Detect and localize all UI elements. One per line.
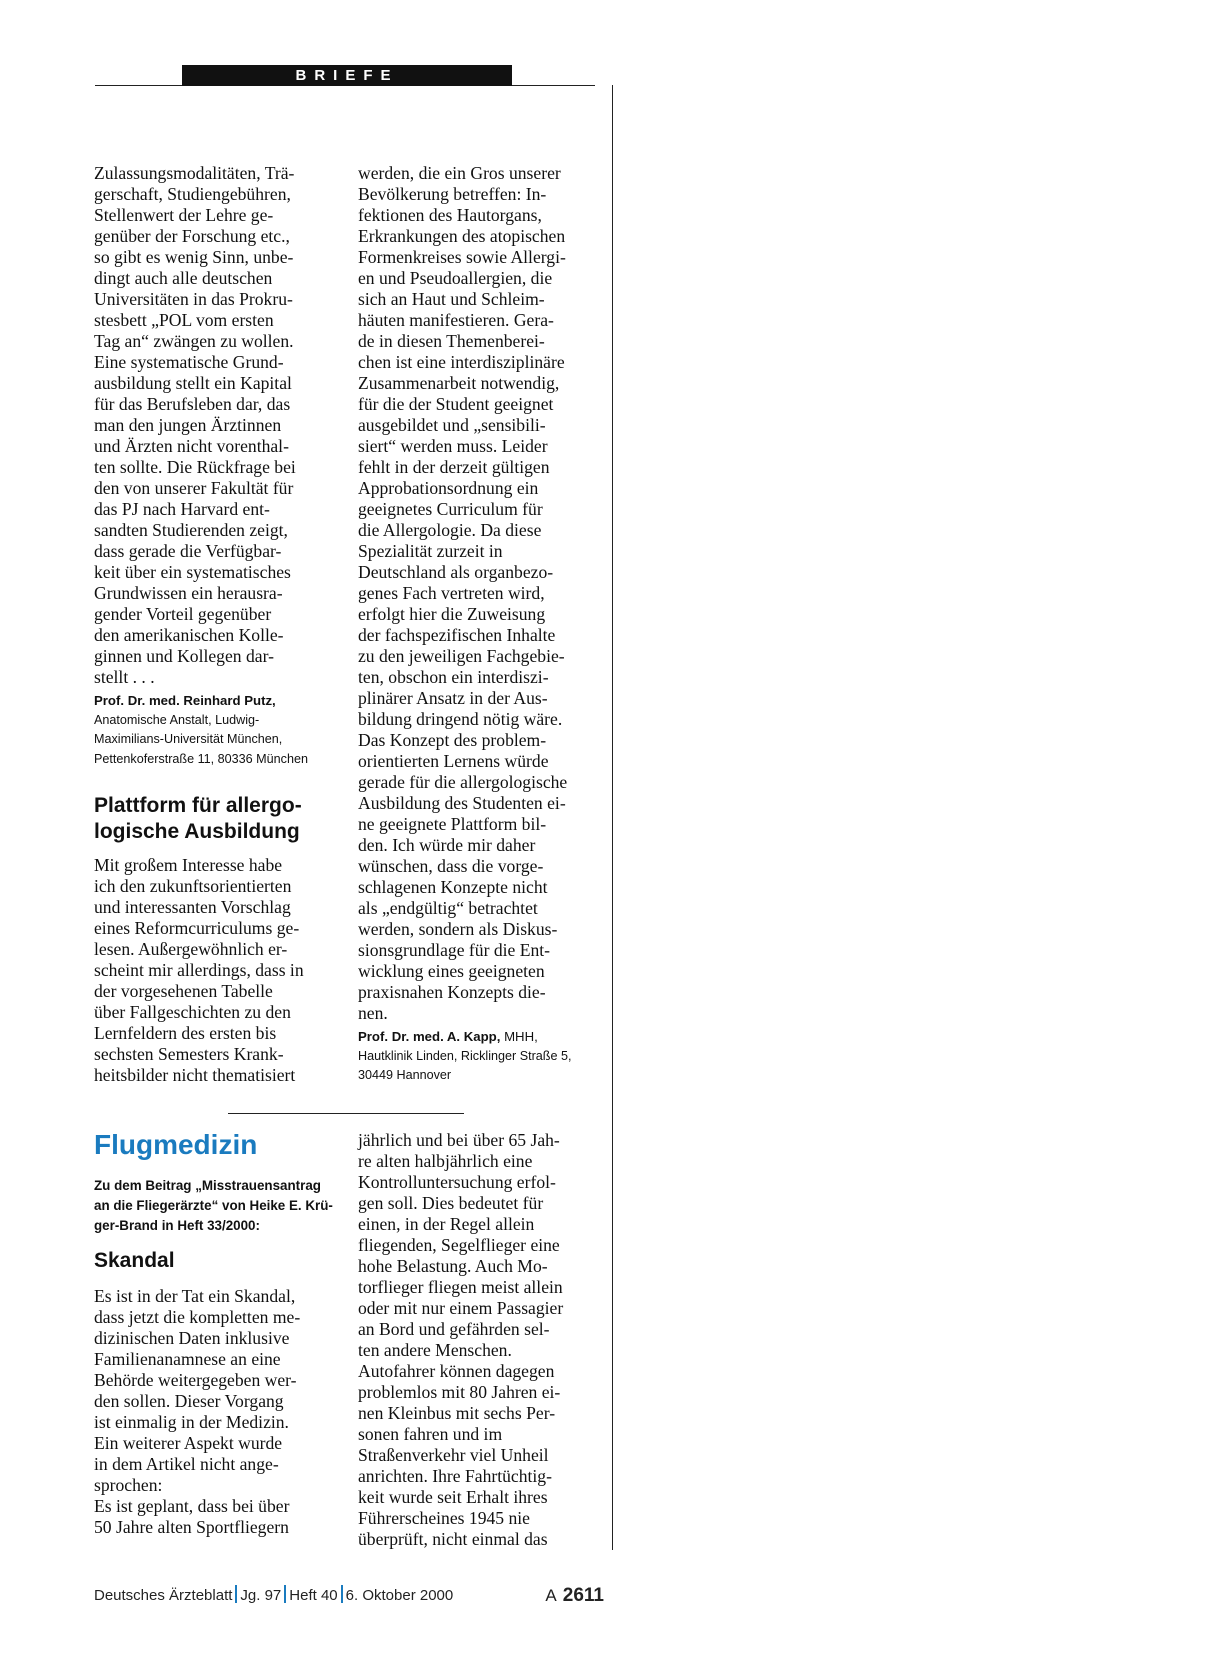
letter2-author bbox=[358, 1027, 603, 1047]
text-line: sprochen: bbox=[94, 1475, 163, 1495]
letter3-heading: Skandal bbox=[94, 1249, 175, 1272]
text-line: den amerikanischen Kolle- bbox=[94, 625, 284, 645]
text-line: dass gerade die Verfügbar- bbox=[94, 541, 282, 561]
text-line: siert“ werden muss. Leider bbox=[358, 436, 548, 456]
section-title-flugmedizin: Flugmedizin bbox=[94, 1129, 258, 1160]
text-line: fehlt in der derzeit gültigen bbox=[358, 457, 550, 477]
text-line: Tag an“ zwängen zu wollen. bbox=[94, 331, 294, 351]
text-line: Grundwissen ein herausra- bbox=[94, 583, 283, 603]
text-line: Stellenwert der Lehre ge- bbox=[94, 205, 274, 225]
text-line: bildung dringend nötig wäre. bbox=[358, 709, 563, 729]
footer-date: 6. Oktober 2000 bbox=[345, 1587, 454, 1604]
text-line: über Fallgeschichten zu den bbox=[94, 1002, 291, 1022]
text-line: sonen fahren und im bbox=[358, 1424, 503, 1444]
page-prefix: A bbox=[545, 1586, 557, 1605]
section-banner bbox=[182, 65, 512, 86]
text-line: nen. bbox=[358, 1003, 388, 1023]
flugmedizin-intro bbox=[94, 1176, 333, 1236]
text-line: ten sollte. Die Rückfrage bei bbox=[94, 457, 296, 477]
footer-issue: Heft 40 bbox=[289, 1587, 338, 1604]
text-line: gender Vorteil gegenüber bbox=[94, 604, 272, 624]
address-line: Hautklinik Linden, Ricklinger Straße 5, bbox=[358, 1048, 572, 1063]
address-line: Pettenkoferstraße 11, 80336 München bbox=[94, 751, 308, 766]
footer-divider bbox=[341, 1585, 343, 1603]
text-line: Das Konzept des problem- bbox=[358, 730, 547, 750]
text-line: sich an Haut und Schleim- bbox=[358, 289, 545, 309]
address-line: Anatomische Anstalt, Ludwig- bbox=[94, 712, 260, 727]
text-line: einen, in der Regel allein bbox=[358, 1214, 535, 1234]
text-line: so gibt es wenig Sinn, unbe- bbox=[94, 247, 294, 267]
text-line: re alten halbjährlich eine bbox=[358, 1151, 533, 1171]
text-line: geeignetes Curriculum für bbox=[358, 499, 543, 519]
text-line: der vorgesehenen Tabelle bbox=[94, 981, 273, 1001]
text-line: heitsbilder nicht thematisiert bbox=[94, 1065, 296, 1085]
text-line: gerschaft, Studiengebühren, bbox=[94, 184, 291, 204]
footer-divider bbox=[235, 1585, 237, 1603]
text-line: nen Kleinbus mit sechs Per- bbox=[358, 1403, 556, 1423]
letter3-column1 bbox=[94, 1248, 334, 1538]
text-line: dingt auch alle deutschen bbox=[94, 268, 273, 288]
letter1-column1 bbox=[94, 163, 334, 769]
letter2-signature bbox=[358, 1027, 603, 1086]
text-line: Spezialität zurzeit in bbox=[358, 541, 503, 561]
page-footer bbox=[94, 1584, 604, 1608]
text-line: Zulassungsmodalitäten, Trä- bbox=[94, 163, 295, 183]
text-line: erfolgt hier die Zuweisung bbox=[358, 604, 546, 624]
text-line: häuten manifestieren. Gera- bbox=[358, 310, 554, 330]
text-line: Autofahrer können dagegen bbox=[358, 1361, 555, 1381]
text-line: plinärer Ansatz in der Aus- bbox=[358, 688, 548, 708]
text-line: und Ärzten nicht vorenthal- bbox=[94, 436, 289, 456]
letter3-column2 bbox=[358, 1130, 603, 1550]
text-line: keit wurde seit Erhalt ihres bbox=[358, 1487, 548, 1507]
text-line: eines Reformcurriculums ge- bbox=[94, 918, 300, 938]
text-line: überprüft, nicht einmal das bbox=[358, 1529, 548, 1549]
text-line: den sollen. Dieser Vorgang bbox=[94, 1391, 284, 1411]
text-line: das PJ nach Harvard ent- bbox=[94, 499, 270, 519]
text-line: torflieger fliegen meist allein bbox=[358, 1277, 563, 1297]
column-divider-right bbox=[612, 85, 613, 1550]
text-line: sechsten Semesters Krank- bbox=[94, 1044, 284, 1064]
footer-journal: Deutsches Ärzteblatt bbox=[94, 1587, 233, 1604]
text-line: Es ist in der Tat ein Skandal, bbox=[94, 1286, 296, 1306]
text-line: ten andere Menschen. bbox=[358, 1340, 512, 1360]
text-line: Kontrolluntersuchung erfol- bbox=[358, 1172, 556, 1192]
text-line: genüber der Forschung etc., bbox=[94, 226, 290, 246]
text-line: praxisnahen Konzepts die- bbox=[358, 982, 546, 1002]
text-line: die Allergologie. Da diese bbox=[358, 520, 542, 540]
text-line: Behörde weitergegeben wer- bbox=[94, 1370, 297, 1390]
letter1-author: Prof. Dr. med. Reinhard Putz, bbox=[94, 693, 276, 708]
text-line: gerade für die allergologische bbox=[358, 772, 568, 792]
letter2-column2 bbox=[358, 163, 603, 1086]
text-line: 50 Jahre alten Sportfliegern bbox=[94, 1517, 289, 1537]
text-line: wünschen, dass die vorge- bbox=[358, 856, 544, 876]
text-line: Ein weiterer Aspekt wurde bbox=[94, 1433, 283, 1453]
text-line: Erkrankungen des atopischen bbox=[358, 226, 566, 246]
text-line: schlagenen Konzepte nicht bbox=[358, 877, 548, 897]
text-line: in dem Artikel nicht ange- bbox=[94, 1454, 279, 1474]
footer-volume: Jg. 97 bbox=[240, 1587, 282, 1604]
text-line: Universitäten in das Prokru- bbox=[94, 289, 293, 309]
text-line: ist einmalig in der Medizin. bbox=[94, 1412, 289, 1432]
text-line: problemlos mit 80 Jahren ei- bbox=[358, 1382, 561, 1402]
text-line: Deutschland als organbezo- bbox=[358, 562, 554, 582]
text-line: Formenkreises sowie Allergi- bbox=[358, 247, 566, 267]
text-line: jährlich und bei über 65 Jah- bbox=[358, 1130, 560, 1150]
text-line: anrichten. Ihre Fahrtüchtig- bbox=[358, 1466, 552, 1486]
text-line: Bevölkerung betreffen: In- bbox=[358, 184, 547, 204]
text-line: Straßenverkehr viel Unheil bbox=[358, 1445, 549, 1465]
intro-line: ger-Brand in Heft 33/2000: bbox=[94, 1218, 260, 1233]
text-line: Zusammenarbeit notwendig, bbox=[358, 373, 560, 393]
text-line: man den jungen Ärztinnen bbox=[94, 415, 282, 435]
letter1-signature bbox=[94, 691, 334, 769]
text-line: den von unserer Fakultät für bbox=[94, 478, 294, 498]
text-line: werden, sondern als Diskus- bbox=[358, 919, 558, 939]
text-line: ten, obschon ein interdiszi- bbox=[358, 667, 549, 687]
letter1-body bbox=[94, 163, 334, 688]
text-line: sandten Studierenden zeigt, bbox=[94, 520, 288, 540]
text-line: Lernfeldern des ersten bis bbox=[94, 1023, 277, 1043]
text-line: fliegenden, Segelflieger eine bbox=[358, 1235, 560, 1255]
text-line: ausbildung stellt ein Kapital bbox=[94, 373, 292, 393]
text-line: chen ist eine interdisziplinäre bbox=[358, 352, 565, 372]
text-line: keit über ein systematisches bbox=[94, 562, 291, 582]
text-line: stellt . . . bbox=[94, 667, 155, 687]
intro-line: Zu dem Beitrag „Misstrauensantrag bbox=[94, 1178, 321, 1193]
text-line: scheint mir allerdings, dass in bbox=[94, 960, 304, 980]
section-label: BRIEFE bbox=[295, 67, 399, 84]
page-number bbox=[545, 1584, 604, 1609]
letter3-body bbox=[94, 1286, 334, 1538]
text-line: Eine systematische Grund- bbox=[94, 352, 284, 372]
text-line: ginnen und Kollegen dar- bbox=[94, 646, 274, 666]
text-line: werden, die ein Gros unserer bbox=[358, 163, 561, 183]
text-line: Mit großem Interesse habe bbox=[94, 855, 283, 875]
text-line: an Bord und gefährden sel- bbox=[358, 1319, 550, 1339]
letter2-author-name: Prof. Dr. med. A. Kapp, bbox=[358, 1029, 501, 1044]
text-line: den. Ich würde mir daher bbox=[358, 835, 536, 855]
text-line: genes Fach vertreten wird, bbox=[358, 583, 545, 603]
letter1-address bbox=[94, 711, 334, 770]
text-line: dass jetzt die kompletten me- bbox=[94, 1307, 301, 1327]
letter2-body-cont bbox=[358, 163, 603, 1024]
text-line: ne geeignete Plattform bil- bbox=[358, 814, 547, 834]
text-line: und interessanten Vorschlag bbox=[94, 897, 291, 917]
text-line: gen soll. Dies bedeutet für bbox=[358, 1193, 544, 1213]
intro-line: an die Fliegerärzte“ von Heike E. Krü- bbox=[94, 1198, 333, 1213]
text-line: ausgebildet und „sensibili- bbox=[358, 415, 546, 435]
text-line: für das Berufsleben dar, das bbox=[94, 394, 291, 414]
letter2-body bbox=[94, 855, 334, 1086]
text-line: wicklung eines geeigneten bbox=[358, 961, 545, 981]
footer-divider bbox=[284, 1585, 286, 1603]
letter2-column1 bbox=[94, 793, 334, 1086]
text-line: ich den zukunftsorientierten bbox=[94, 876, 292, 896]
text-line: Führerscheines 1945 nie bbox=[358, 1508, 530, 1528]
text-line: de in diesen Themenberei- bbox=[358, 331, 545, 351]
text-line: sionsgrundlage für die Ent- bbox=[358, 940, 551, 960]
letter2-address bbox=[358, 1047, 603, 1086]
heading-line: Plattform für allergo- bbox=[94, 794, 302, 817]
address-line: 30449 Hannover bbox=[358, 1068, 452, 1082]
letter2-author-affil: MHH, bbox=[500, 1029, 538, 1044]
text-line: für die der Student geeignet bbox=[358, 394, 554, 414]
text-line: Familienanamnese an eine bbox=[94, 1349, 281, 1369]
text-line: lesen. Außergewöhnlich er- bbox=[94, 939, 288, 959]
text-line: orientierten Lernens würde bbox=[358, 751, 549, 771]
text-line: zu den jeweiligen Fachgebie- bbox=[358, 646, 565, 666]
text-line: als „endgültig“ betrachtet bbox=[358, 898, 538, 918]
text-line: Approbationsordnung ein bbox=[358, 478, 539, 498]
page-number-value: 2611 bbox=[562, 1585, 604, 1606]
section-separator bbox=[228, 1113, 464, 1114]
text-line: hohe Belastung. Auch Mo- bbox=[358, 1256, 548, 1276]
heading-line: logische Ausbildung bbox=[94, 820, 300, 843]
text-line: stesbett „POL vom ersten bbox=[94, 310, 274, 330]
text-line: der fachspezifischen Inhalte bbox=[358, 625, 556, 645]
text-line: dizinischen Daten inklusive bbox=[94, 1328, 290, 1348]
text-line: oder mit nur einem Passagier bbox=[358, 1298, 564, 1318]
text-line: Ausbildung des Studenten ei- bbox=[358, 793, 566, 813]
letter2-heading bbox=[94, 793, 334, 845]
text-line: en und Pseudoallergien, die bbox=[358, 268, 553, 288]
text-line: Es ist geplant, dass bei über bbox=[94, 1496, 290, 1516]
address-line: Maximilians-Universität München, bbox=[94, 732, 283, 746]
letter3-body-cont bbox=[358, 1130, 603, 1550]
text-line: fektionen des Hautorgans, bbox=[358, 205, 542, 225]
